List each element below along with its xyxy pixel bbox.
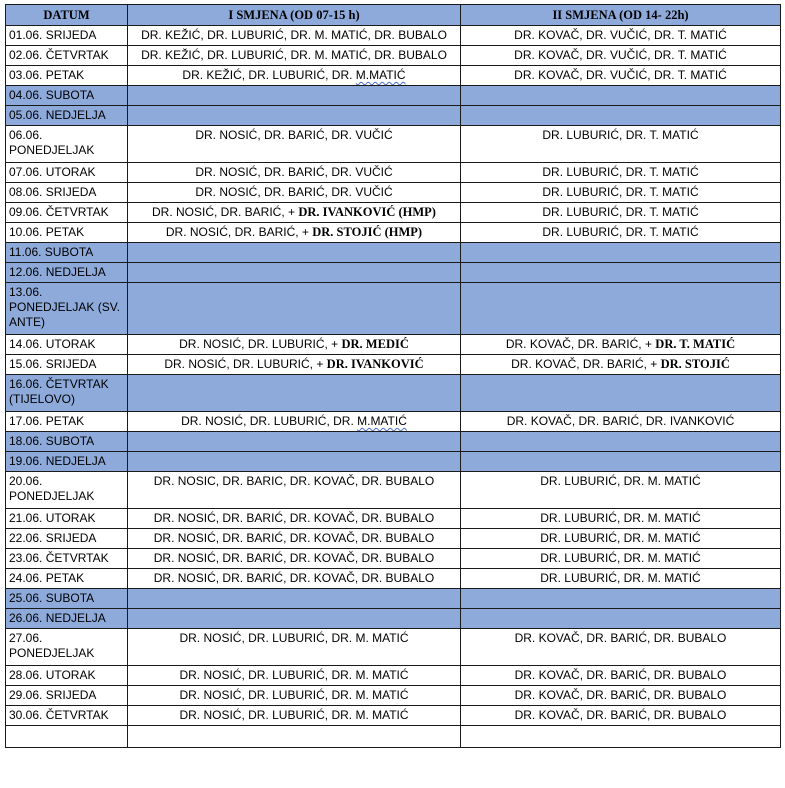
row-date: 16.06. ČETVRTAK (TIJELOVO) [6,375,128,412]
shift-text: M.MATIĆ [355,68,406,82]
row-shift-1 [128,263,461,283]
row-shift-1 [128,412,461,432]
row-shift-1 [128,509,461,529]
bold-doctor-name: DR. STOJIĆ (HMP) [312,225,423,239]
row-date: 22.06. SRIJEDA [6,529,128,549]
row-shift-2 [461,126,781,163]
shift-text: DR. KOVAČ, DR. VUČIĆ, DR. T. MATIĆ [514,48,727,62]
row-shift-2 [461,66,781,86]
table-row [6,589,781,609]
shift-text: DR. NOSIĆ, DR. BARIĆ, DR. KOVAČ, DR. BUBALO [153,531,435,545]
shift-text: DR. NOSIĆ, DR. BARIĆ, DR. VUČIĆ [195,185,393,199]
row-shift-2 [461,452,781,472]
shift-text: DR. NOSIĆ, DR. BARIĆ, + [152,205,299,219]
shift-text: DR. LUBURIĆ, DR. T. MATIĆ [542,185,699,199]
table-row [6,509,781,529]
bold-doctor-name: DR. IVANKOVIĆ (HMP) [298,205,436,219]
row-shift-2 [461,223,781,243]
table-row [6,163,781,183]
shift-text: DR. KEŽIĆ, DR. LUBURIĆ, DR. M. MATIĆ, DR. BUBALO [141,48,447,62]
row-date: 06.06. PONEDJELJAK [6,126,128,163]
row-date: 17.06. PETAK [6,412,128,432]
row-shift-2 [461,666,781,686]
row-date: 02.06. ČETVRTAK [6,46,128,66]
shift-text: DR. NOSIĆ, DR. BARIĆ, DR. VUČIĆ [195,128,393,142]
shift-text: DR. KOVAČ, DR. VUČIĆ, DR. T. MATIĆ [514,28,727,42]
row-date: 18.06. SUBOTA [6,432,128,452]
table-row [6,432,781,452]
row-shift-2 [461,569,781,589]
row-shift-2 [461,86,781,106]
shift-text: DR. NOSIĆ, DR. BARIĆ, DR. VUČIĆ [195,165,393,179]
row-shift-2 [461,686,781,706]
row-shift-2 [461,509,781,529]
table-row [6,375,781,412]
row-shift-1 [128,452,461,472]
table-row [6,243,781,263]
shift-text: DR. LUBURIĆ, DR. M. MATIĆ [540,551,701,565]
shift-text: DR. NOSIĆ, DR. BARIĆ, DR. KOVAČ, DR. BUBALO [153,571,435,585]
row-shift-1 [128,203,461,223]
table-row [6,283,781,335]
table-row [6,666,781,686]
shift-text: DR. KOVAČ, DR. BARIĆ, DR. BUBALO [514,668,727,682]
row-date: 10.06. PETAK [6,223,128,243]
shift-text: DR. KOVAČ, DR. BARIĆ, DR. BUBALO [514,708,727,722]
row-date: 07.06. UTORAK [6,163,128,183]
row-shift-1 [128,472,461,509]
header-date: DATUM [6,5,128,26]
row-shift-2 [461,472,781,509]
row-date: 09.06. ČETVRTAK [6,203,128,223]
row-shift-2 [461,629,781,666]
row-shift-2 [461,609,781,629]
schedule-body [6,26,781,748]
shift-text: DR. NOSIĆ, DR. BARIĆ, + [165,225,313,239]
row-shift-1 [128,163,461,183]
row-date: 27.06. PONEDJELJAK [6,629,128,666]
table-row [6,263,781,283]
row-shift-1 [128,569,461,589]
table-row [6,726,781,748]
row-shift-2 [461,106,781,126]
row-date: 29.06. SRIJEDA [6,686,128,706]
shift-text: DR. KOVAČ, DR. VUČIĆ, DR. T. MATIĆ [514,68,727,82]
row-shift-2 [461,589,781,609]
row-shift-1 [128,609,461,629]
table-row [6,472,781,509]
row-shift-1 [128,106,461,126]
row-shift-1 [128,706,461,726]
row-shift-1 [128,86,461,106]
shift-text: DR. NOSIC, DR. BARIC, DR. KOVAČ, DR. BUBALO [153,474,435,488]
row-shift-1 [128,46,461,66]
row-shift-2 [461,412,781,432]
shift-text: DR. NOSIĆ, DR. BARIĆ, DR. KOVAČ, DR. BUBALO [153,551,435,565]
shift-text: DR. KOVAČ, DR. BARIĆ, DR. BUBALO [514,631,727,645]
shift-text: DR. NOSIĆ, DR. LUBURIĆ, DR. M. MATIĆ [179,708,409,722]
table-row [6,86,781,106]
row-shift-1 [128,66,461,86]
row-shift-1 [128,355,461,375]
shift-text: DR. LUBURIĆ, DR. M. MATIĆ [540,511,701,525]
row-date [6,726,128,748]
row-date: 25.06. SUBOTA [6,589,128,609]
row-shift-1 [128,432,461,452]
table-row [6,66,781,86]
row-date: 20.06. PONEDJELJAK [6,472,128,509]
row-date: 03.06. PETAK [6,66,128,86]
row-shift-1 [128,589,461,609]
row-date: 15.06. SRIJEDA [6,355,128,375]
row-shift-2 [461,183,781,203]
table-row [6,355,781,375]
table-row [6,126,781,163]
shift-text: DR. LUBURIĆ, DR. M. MATIĆ [540,474,701,488]
table-row [6,549,781,569]
row-shift-1 [128,529,461,549]
row-shift-2 [461,432,781,452]
row-shift-2 [461,529,781,549]
row-shift-2 [461,203,781,223]
table-row [6,203,781,223]
header-shift-1: I SMJENA (OD 07-15 h) [128,5,461,26]
row-date: 14.06. UTORAK [6,335,128,355]
table-row [6,106,781,126]
row-shift-1 [128,223,461,243]
row-shift-1 [128,549,461,569]
shift-text: DR. LUBURIĆ, DR. M. MATIĆ [540,571,701,585]
row-date: 26.06. NEDJELJA [6,609,128,629]
row-date: 11.06. SUBOTA [6,243,128,263]
row-date: 01.06. SRIJEDA [6,26,128,46]
row-shift-2 [461,263,781,283]
bold-doctor-name: DR. T. MATIĆ [655,337,736,351]
header-shift-2: II SMJENA (OD 14- 22h) [461,5,781,26]
shift-text: DR. LUBURIĆ, DR. T. MATIĆ [542,205,699,219]
shift-text: DR. KOVAČ, DR. BARIĆ, + [505,337,656,351]
shift-text: DR. LUBURIĆ, DR. T. MATIĆ [542,165,699,179]
table-row [6,183,781,203]
row-date: 30.06. ČETVRTAK [6,706,128,726]
row-shift-1 [128,183,461,203]
row-shift-1 [128,283,461,335]
shift-text: DR. NOSIĆ, DR. LUBURIĆ, + [179,337,342,351]
shift-text: DR. NOSIĆ, DR. BARIĆ, DR. KOVAČ, DR. BUBALO [153,511,435,525]
shift-text: DR. KOVAČ, DR. BARIĆ, DR. BUBALO [514,688,727,702]
row-date: 24.06. PETAK [6,569,128,589]
row-date: 08.06. SRIJEDA [6,183,128,203]
shift-text: DR. NOSIĆ, DR. LUBURIĆ, + [164,357,327,371]
table-row [6,529,781,549]
table-row [6,706,781,726]
table-row [6,46,781,66]
row-shift-1 [128,726,461,748]
shift-text: DR. KOVAČ, DR. BARIĆ, + [511,357,661,371]
bold-doctor-name: DR. STOJIĆ [660,357,730,371]
row-shift-1 [128,243,461,263]
shift-text: DR. KOVAČ, DR. BARIĆ, DR. IVANKOVIĆ [506,414,735,428]
shift-text: DR. NOSIĆ, DR. LUBURIĆ, DR. M. MATIĆ [179,668,409,682]
row-date: 23.06. ČETVRTAK [6,549,128,569]
row-shift-1 [128,375,461,412]
shift-text: M.MATIĆ [357,414,407,428]
shift-text: DR. LUBURIĆ, DR. T. MATIĆ [542,128,699,142]
table-row [6,686,781,706]
table-row [6,452,781,472]
bold-doctor-name: DR. IVANKOVIĆ [326,357,424,371]
row-date: 28.06. UTORAK [6,666,128,686]
row-shift-1 [128,666,461,686]
row-shift-2 [461,26,781,46]
shift-schedule-table [5,4,781,748]
shift-text: DR. KEŽIĆ, DR. LUBURIĆ, DR. [182,68,356,82]
table-row [6,223,781,243]
row-shift-2 [461,355,781,375]
shift-text: DR. NOSIĆ, DR. LUBURIĆ, DR. M. MATIĆ [179,631,409,645]
row-shift-1 [128,335,461,355]
shift-text: DR. LUBURIĆ, DR. T. MATIĆ [542,225,699,239]
row-date: 13.06. PONEDJELJAK (SV. ANTE) [6,283,128,335]
row-shift-1 [128,126,461,163]
row-shift-2 [461,726,781,748]
row-date: 04.06. SUBOTA [6,86,128,106]
table-row [6,26,781,46]
row-shift-2 [461,549,781,569]
row-shift-2 [461,375,781,412]
row-shift-1 [128,629,461,666]
bold-doctor-name: DR. MEDIĆ [341,337,409,351]
row-shift-2 [461,283,781,335]
header-row [6,5,781,26]
row-date: 19.06. NEDJELJA [6,452,128,472]
row-date: 05.06. NEDJELJA [6,106,128,126]
row-shift-2 [461,46,781,66]
table-row [6,569,781,589]
row-shift-1 [128,26,461,46]
table-row [6,412,781,432]
shift-text: DR. KEŽIĆ, DR. LUBURIĆ, DR. M. MATIĆ, DR. BUBALO [141,28,447,42]
row-date: 21.06. UTORAK [6,509,128,529]
table-row [6,629,781,666]
table-row [6,609,781,629]
row-shift-2 [461,163,781,183]
shift-text: DR. LUBURIĆ, DR. M. MATIĆ [540,531,701,545]
row-shift-2 [461,335,781,355]
row-shift-2 [461,706,781,726]
shift-text: DR. NOSIĆ, DR. LUBURIĆ, DR. [181,414,358,428]
row-date: 12.06. NEDJELJA [6,263,128,283]
row-shift-1 [128,686,461,706]
shift-text: DR. NOSIĆ, DR. LUBURIĆ, DR. M. MATIĆ [179,688,409,702]
row-shift-2 [461,243,781,263]
table-row [6,335,781,355]
